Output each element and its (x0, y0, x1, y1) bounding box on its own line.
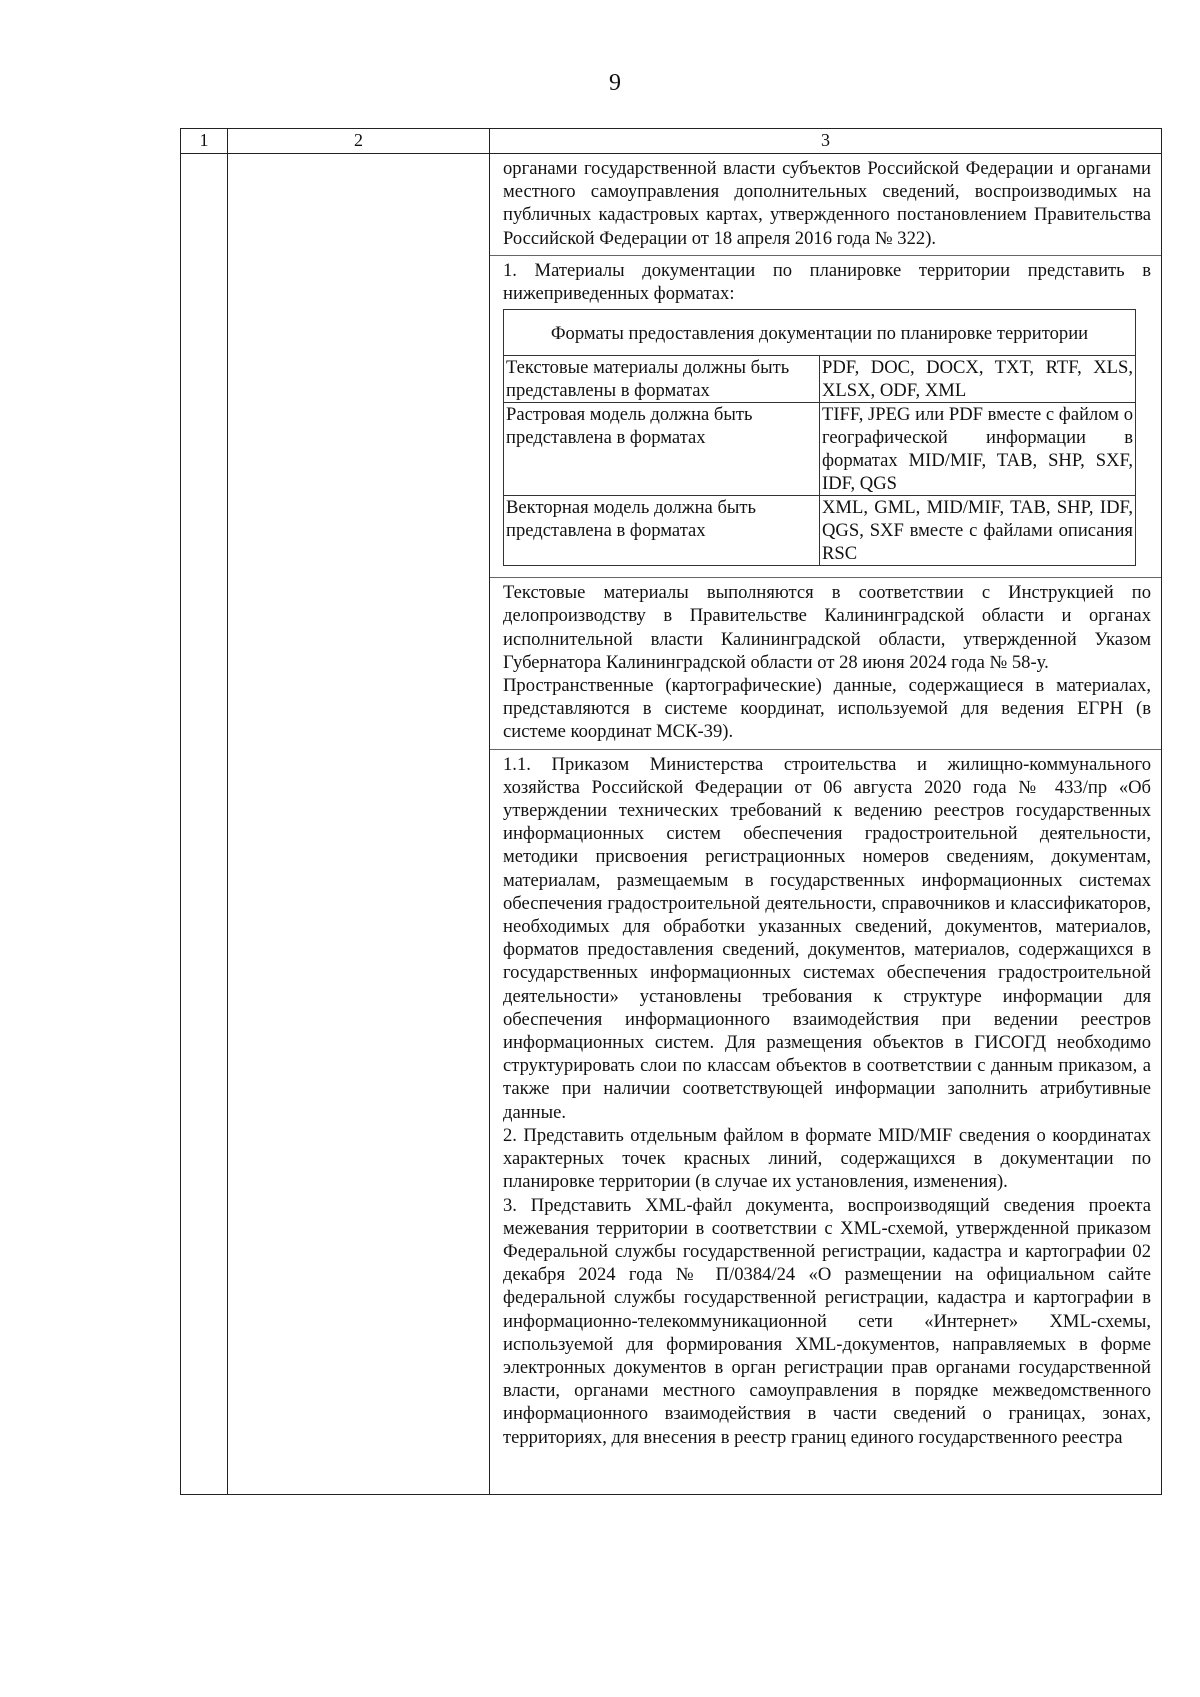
formats-row-value: TIFF, JPEG или PDF вместе с файлом о географической информации в форматах MID/MIF, TAB, SHP, SXF, IDF, QGS (820, 403, 1136, 496)
column-header-2: 2 (228, 129, 490, 154)
item-3-paragraph: 3. Представить XML-файл документа, воспроизводящий сведения проекта межевания территории в соответствии с XML-схемой, утвержденной приказом Федеральной службы государственной регистрации, кадастра и картографии 02 декабря 2024 года № П/0384/24 «О размещении на официальном сайте федеральной службы государственной регистрации, кадастра и картографии в информационно-телекоммуникационной сети «Интернет» XML-схемы, используемой для формирования XML-документов, направляемых в форме электронных документов в орган регистрации прав органами государственной власти, органами местного самоуправления в порядке межведомственного информационного взаимодействия в части сведений о границах, зонах, территориях, для внесения в реестр границ единого государственного реестра (503, 1194, 1151, 1448)
column-1-cell (181, 154, 228, 1495)
item-1-paragraph: 1. Материалы документации по планировке территории представить в нижеприведенных форматах: (503, 259, 1151, 305)
column-header-1: 1 (181, 129, 228, 154)
formats-row-text (504, 356, 1136, 403)
formats-table (503, 309, 1136, 566)
intro-paragraph: органами государственной власти субъектов Российской Федерации и органами местного самоуправления дополнительных сведений, воспроизводимых на публичных кадастровых картах, утвержденного постановлением Правительства Российской Федерации от 18 апреля 2016 года № 322). (503, 158, 1151, 249)
formats-row-label: Текстовые материалы должны быть представлены в форматах (504, 356, 820, 403)
item-1-1-paragraph: 1.1. Приказом Министерства строительства и жилищно-коммунального хозяйства Российской Федерации от 06 августа 2020 года № 433/пр «Об утверждении технических требований к ведению реестров государственных информационных систем обеспечения градостроительной деятельности, методики присвоения регистрационных номеров сведениям, документам, материалам, размещаемым в государственных информационных системах обеспечения градостроительной деятельности, справочников и классификаторов, необходимых для обработки указанных сведений, документов, материалов, форматов предоставления сведений, документов, материалов, содержащихся в государственных информационных системах обеспечения градостроительной деятельности» установлены требования к структуре информации для обеспечения информационного взаимодействия при ведении реестров информационных систем. Для размещения объектов в ГИСОГД необходимо структурировать слои по классам объектов в соответствии с данным приказом, а также при наличии соответствующей информации заполнить атрибутивные данные. (503, 753, 1151, 1123)
table-content-row (181, 154, 1162, 1495)
formats-row-value: PDF, DOC, DOCX, TXT, RTF, XLS, XLSX, ODF, XML (820, 356, 1136, 403)
formats-row-label: Векторная модель должна быть представлена в форматах (504, 496, 820, 566)
formats-row-raster (504, 403, 1136, 496)
requirements-section (490, 750, 1161, 1454)
formats-row-vector (504, 496, 1136, 566)
item-2-paragraph: 2. Представить отдельным файлом в формате MID/MIF сведения о координатах характерных точек красных линий, содержащихся в документации по планировке территории (в случае их установления, изменения). (503, 1124, 1151, 1193)
intro-section (490, 154, 1161, 256)
formats-row-label: Растровая модель должна быть представлена в форматах (504, 403, 820, 496)
spatial-data-note: Пространственные (картографические) данные, содержащиеся в материалах, представляются в системе координат, используемой для ведения ЕГРН (в системе координат МСК-39). (503, 675, 1151, 743)
page-number: 9 (609, 70, 621, 96)
formats-table-title: Форматы предоставления документации по планировке территории (504, 310, 1136, 356)
table-header-row (181, 129, 1162, 154)
requirements-table (180, 128, 1162, 1495)
column-2-cell (228, 154, 490, 1495)
text-materials-note: Текстовые материалы выполняются в соответствии с Инструкцией по делопроизводству в Правительстве Калининградской области и органах исполнительной власти Калининградской области, утвержденной Указом Губернатора Калининградской области от 28 июня 2024 года № 58-у. (503, 582, 1151, 673)
formats-section (490, 256, 1161, 578)
notes-section (490, 578, 1161, 749)
column-3-cell (490, 154, 1162, 1495)
column-header-3: 3 (490, 129, 1162, 154)
formats-row-value: XML, GML, MID/MIF, TAB, SHP, IDF, QGS, SXF вместе с файлами описания RSC (820, 496, 1136, 566)
